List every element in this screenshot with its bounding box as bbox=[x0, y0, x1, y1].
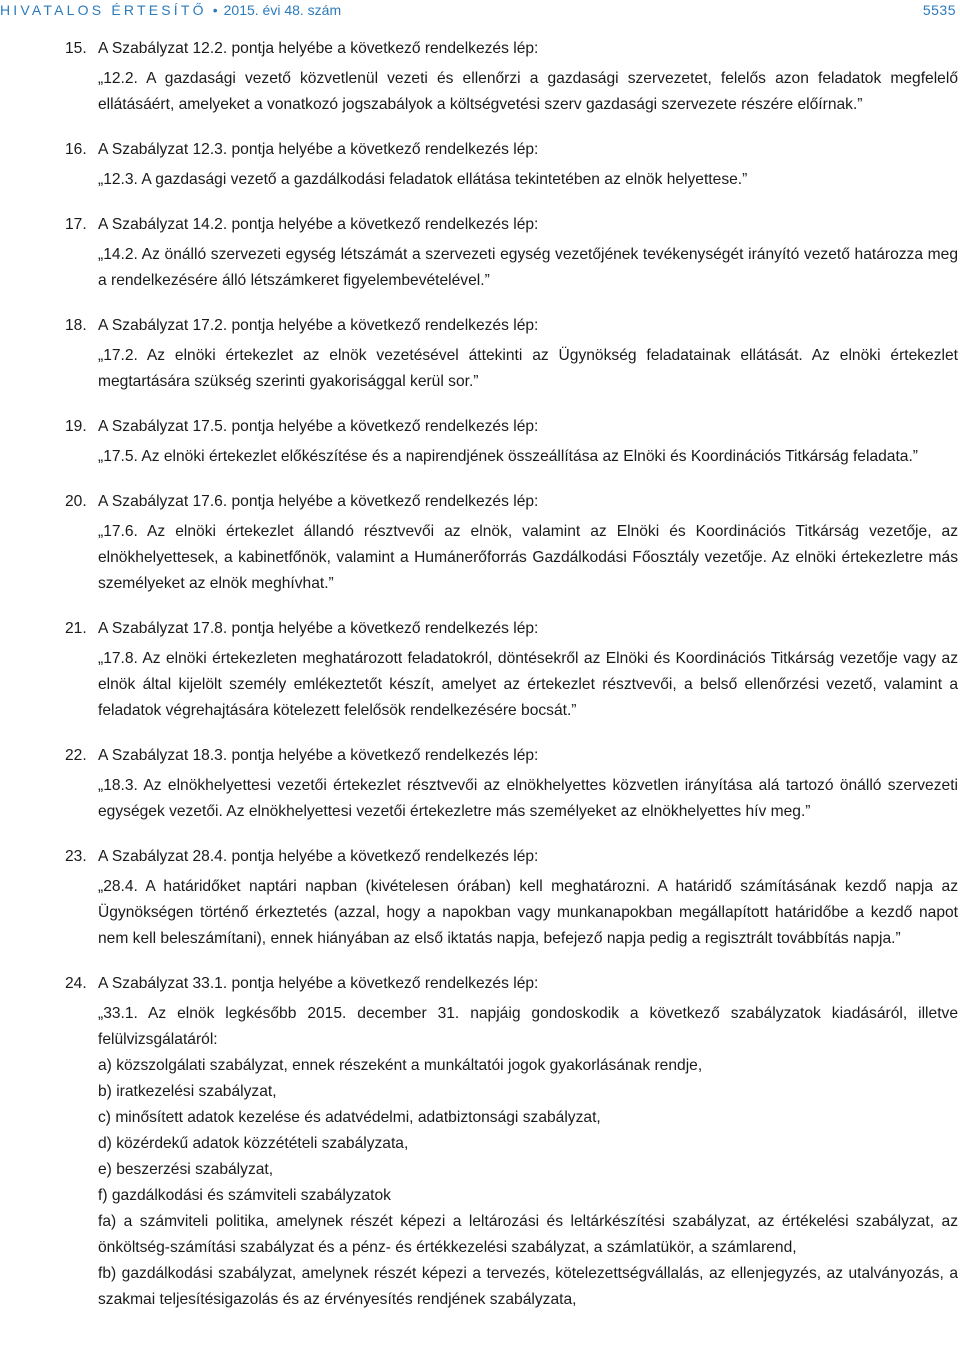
section-heading-text: A Szabályzat 17.5. pontja helyébe a következő rendelkezés lép: bbox=[98, 418, 539, 435]
section-18 bbox=[66, 313, 958, 395]
list-item: e) beszerzési szabályzat, bbox=[98, 1161, 274, 1178]
section-paragraph: „17.5. Az elnöki értekezlet előkészítése és a napirendjének összeállítása az Elnöki és Koordinációs Titkárság feladata.” bbox=[98, 448, 918, 465]
section-heading bbox=[66, 414, 958, 440]
section-heading bbox=[66, 313, 958, 339]
list-item: c) minősített adatok kezelése és adatvédelmi, adatbiztonsági szabályzat, bbox=[98, 1109, 601, 1126]
section-paragraph: „33.1. Az elnök legkésőbb 2015. december 31. napjáig gondoskodik a következő szabályzatok kiadásáról, illetve felülvizsgálatáról: bbox=[98, 1005, 958, 1048]
section-paragraph: „12.2. A gazdasági vezető közvetlenül vezeti és ellenőrzi a gazdasági szervezetet, felelős azon feladatok megfelelő ellátásáért, amelyeket a vonatkozó jogszabályok a költségvetési szerv gazdasági szervezete részére előírnak.” bbox=[98, 70, 958, 113]
section-heading-text: A Szabályzat 17.2. pontja helyébe a következő rendelkezés lép: bbox=[98, 317, 539, 334]
sub-list bbox=[66, 1209, 958, 1313]
section-heading-text: A Szabályzat 33.1. pontja helyébe a következő rendelkezés lép: bbox=[98, 975, 539, 992]
section-heading-text: A Szabályzat 12.2. pontja helyébe a következő rendelkezés lép: bbox=[98, 40, 539, 57]
header-separator: • bbox=[212, 2, 218, 18]
section-number: 22. bbox=[65, 747, 87, 764]
list-item: b) iratkezelési szabályzat, bbox=[98, 1083, 277, 1100]
section-body bbox=[66, 773, 958, 825]
list-subitem: fa) a számviteli politika, amelynek részét képezi a leltározási és leltárkészítési szabályzat, az értékelési szabályzat, az önköltség-számítási szabályzat és a pénz- és értékkezelési szabályzat, a számlatükör, a számlarend, bbox=[98, 1213, 958, 1256]
section-body bbox=[66, 242, 958, 294]
section-body bbox=[66, 444, 958, 470]
section-24 bbox=[66, 971, 958, 1313]
section-number: 15. bbox=[65, 40, 87, 57]
header-left bbox=[0, 0, 341, 20]
list-item: a) közszolgálati szabályzat, ennek részeként a munkáltatói jogok gyakorlásának rendje, bbox=[98, 1057, 703, 1074]
section-number: 18. bbox=[65, 317, 87, 334]
section-heading-text: A Szabályzat 28.4. pontja helyébe a következő rendelkezés lép: bbox=[98, 848, 539, 865]
section-number: 16. bbox=[65, 141, 87, 158]
section-paragraph: „17.6. Az elnöki értekezlet állandó résztvevői az elnök, valamint az Elnöki és Koordinációs Titkárság vezetője, az elnökhelyettesek, a kabinetfőnök, valamint a Humánerőforrás Gazdálkodási Főosztály vezetője. Az elnöki értekezletre más személyeket az elnök meghívhat.” bbox=[98, 523, 958, 592]
section-number: 17. bbox=[65, 216, 87, 233]
section-number: 20. bbox=[65, 493, 87, 510]
section-number: 24. bbox=[65, 975, 87, 992]
section-paragraph: „17.2. Az elnöki értekezlet az elnök vezetésével áttekinti az Ügynökség feladatainak ellátását. Az elnöki értekezlet megtartására szükség szerinti gyakorisággal kerül sor.” bbox=[98, 347, 958, 390]
list-item: f) gazdálkodási és számviteli szabályzatok bbox=[98, 1187, 391, 1204]
section-number: 19. bbox=[65, 418, 87, 435]
section-body bbox=[66, 343, 958, 395]
section-heading bbox=[66, 212, 958, 238]
section-heading-text: A Szabályzat 18.3. pontja helyébe a következő rendelkezés lép: bbox=[98, 747, 539, 764]
section-body bbox=[66, 1001, 958, 1053]
section-heading bbox=[66, 971, 958, 997]
issue-label: 2015. évi 48. szám bbox=[223, 2, 342, 18]
section-16 bbox=[66, 137, 958, 193]
section-body bbox=[66, 167, 958, 193]
section-body bbox=[66, 874, 958, 952]
section-21 bbox=[66, 616, 958, 724]
section-number: 21. bbox=[65, 620, 87, 637]
page-number: 5535 bbox=[922, 2, 956, 18]
section-body bbox=[66, 646, 958, 724]
section-heading bbox=[66, 743, 958, 769]
section-body bbox=[66, 519, 958, 597]
document-content bbox=[66, 36, 958, 1332]
section-body bbox=[66, 66, 958, 118]
section-heading bbox=[66, 137, 958, 163]
section-15 bbox=[66, 36, 958, 118]
section-heading bbox=[66, 36, 958, 62]
section-heading-text: A Szabályzat 12.3. pontja helyébe a következő rendelkezés lép: bbox=[98, 141, 539, 158]
section-heading bbox=[66, 616, 958, 642]
section-number: 23. bbox=[65, 848, 87, 865]
section-paragraph: „17.8. Az elnöki értekezleten meghatározott feladatokról, döntésekről az Elnöki és Koordinációs Titkárság vezetője vagy az elnök által kijelölt személy emlékeztetőt készít, amelyet az értekezlet résztvevői, a belső ellenőrzési vezető, valamint a feladatok végrehajtására kötelezett felelősök rendelkezésére bocsát.” bbox=[98, 650, 958, 719]
section-paragraph: „14.2. Az önálló szervezeti egység létszámát a szervezeti egység vezetőjének tevékenységét irányító vezető határozza meg a rendelkezésére álló létszámkeret figyelembevételével.” bbox=[98, 246, 958, 289]
section-17 bbox=[66, 212, 958, 294]
section-paragraph: „18.3. Az elnökhelyettesi vezetői értekezlet résztvevői az elnökhelyettes közvetlen irányítása alá tartozó önálló szervezeti egységek vezetői. Az elnökhelyettesi vezetői értekezletre más személyeket az elnökhelyettes hív meg.” bbox=[98, 777, 958, 820]
section-paragraph: „28.4. A határidőket naptári napban (kivételesen órában) kell meghatározni. A határidő számításának kezdő napja az Ügynökségen történő érkeztetés (azzal, hogy a napokban vagy munkanapokban megállapított határidőbe a kezdő napot nem kell beleszámítani), ennek hiányában az első iktatás napja, befejező napja pedig a regisztrált továbbítás napja.” bbox=[98, 878, 958, 947]
section-heading bbox=[66, 844, 958, 870]
section-paragraph: „12.3. A gazdasági vezető a gazdálkodási feladatok ellátása tekintetében az elnök helyettese.” bbox=[98, 171, 748, 188]
section-heading-text: A Szabályzat 14.2. pontja helyébe a következő rendelkezés lép: bbox=[98, 216, 539, 233]
section-heading-text: A Szabályzat 17.6. pontja helyébe a következő rendelkezés lép: bbox=[98, 493, 539, 510]
section-20 bbox=[66, 489, 958, 597]
section-22 bbox=[66, 743, 958, 825]
list-item: d) közérdekű adatok közzétételi szabályzata, bbox=[98, 1135, 409, 1152]
list-subitem: fb) gazdálkodási szabályzat, amelynek részét képezi a tervezés, kötelezettségvállalás, az ellenjegyzés, az utalványozás, a szakmai teljesítésigazolás és az érvényesítés rendjének szabályzata, bbox=[98, 1265, 958, 1308]
page-header bbox=[0, 0, 960, 20]
section-19 bbox=[66, 414, 958, 470]
section-23 bbox=[66, 844, 958, 952]
gazette-title: HIVATALOS ÉRTESÍTŐ bbox=[0, 2, 207, 18]
section-heading bbox=[66, 489, 958, 515]
section-heading-text: A Szabályzat 17.8. pontja helyébe a következő rendelkezés lép: bbox=[98, 620, 539, 637]
